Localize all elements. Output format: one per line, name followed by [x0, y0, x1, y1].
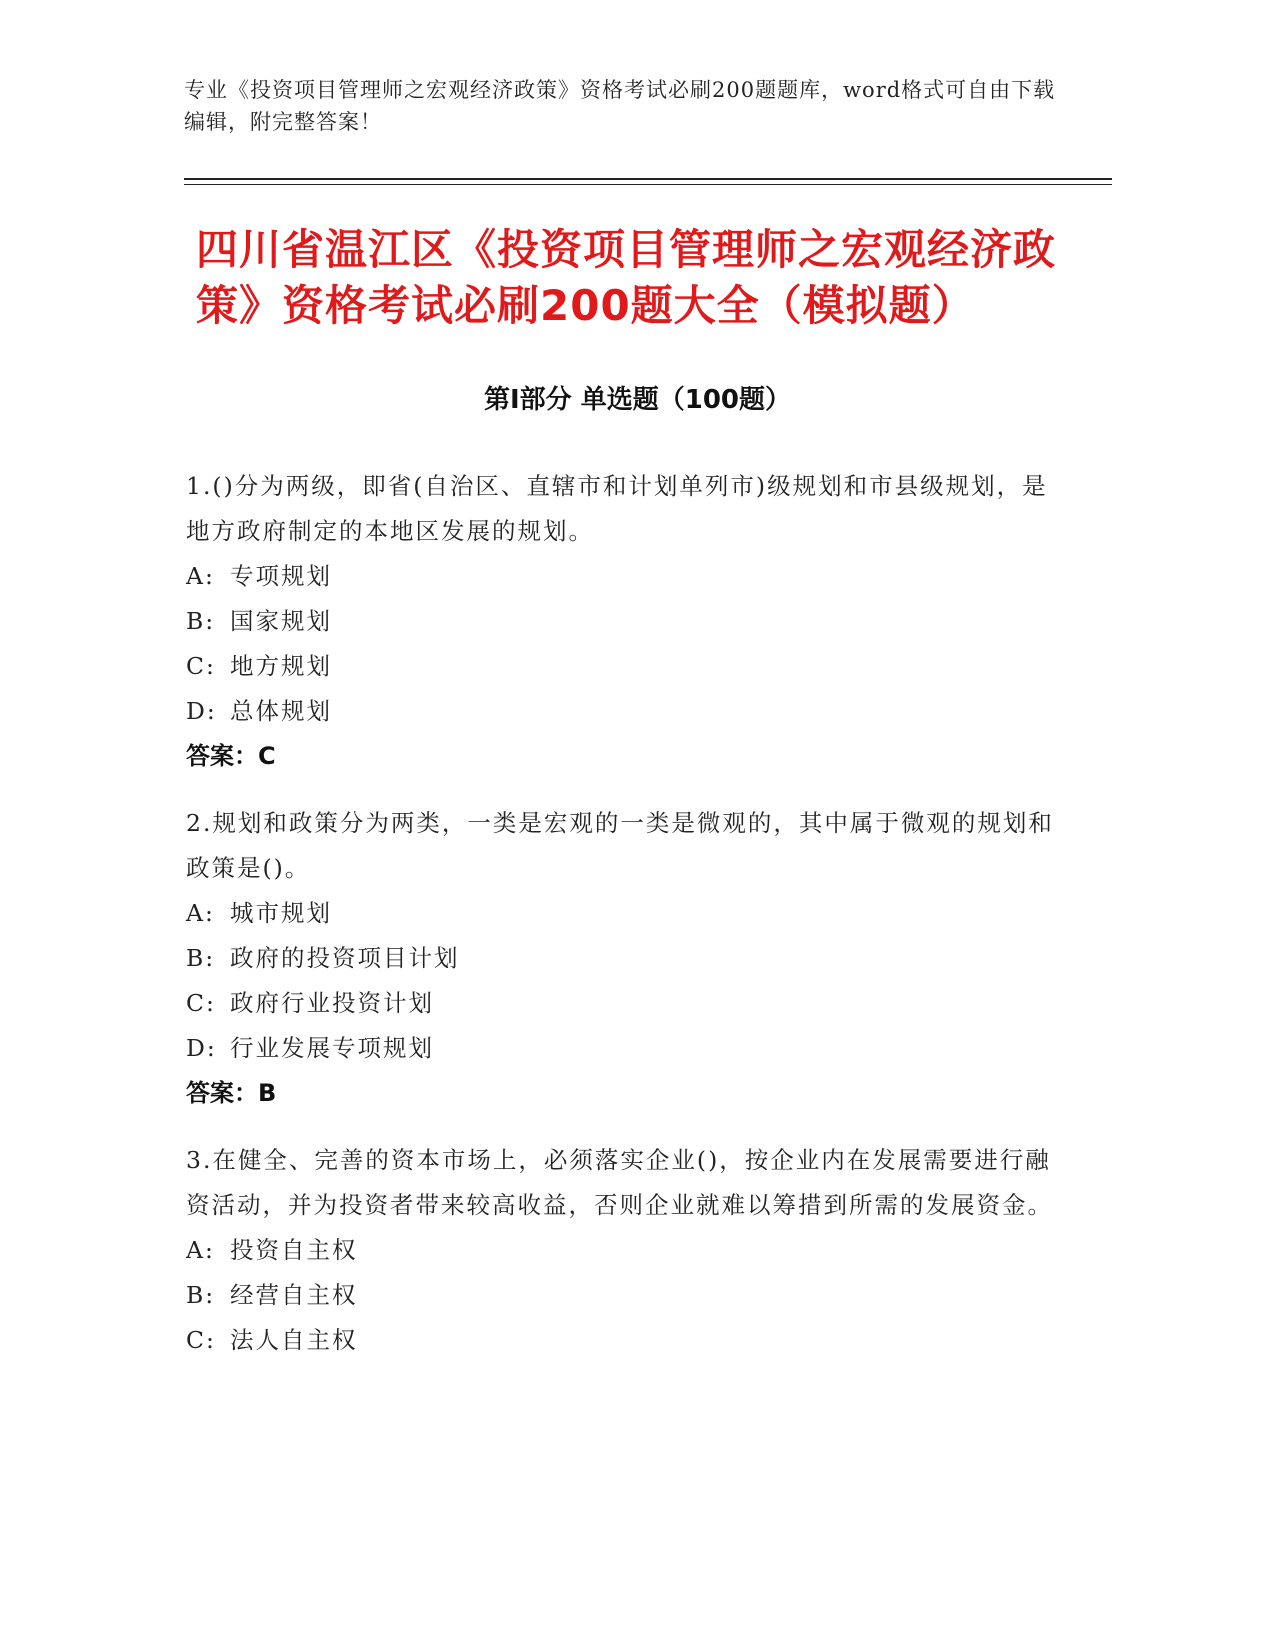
option-letter: C:: [186, 652, 216, 680]
option-a: [186, 1228, 1066, 1273]
option-letter: C:: [186, 1326, 216, 1354]
option-text: 城市规划: [230, 899, 332, 927]
option-letter: B:: [186, 1281, 216, 1309]
question-item: [186, 464, 1066, 779]
option-b: [186, 599, 1066, 644]
document-title: 四川省温江区《投资项目管理师之宏观经济政策》资格考试必刷200题大全（模拟题）: [196, 225, 1057, 330]
option-d: [186, 689, 1066, 734]
option-c: [186, 981, 1066, 1026]
option-c: [186, 644, 1066, 689]
option-text: 政府行业投资计划: [230, 989, 434, 1017]
option-b: [186, 936, 1066, 981]
option-letter: A:: [186, 1236, 215, 1264]
option-text: 经营自主权: [230, 1281, 358, 1309]
option-text: 投资自主权: [230, 1236, 358, 1264]
section-heading: 第Ⅰ部分 单选题（100题）: [484, 385, 791, 415]
option-c: [186, 1318, 1066, 1363]
option-text: 专项规划: [230, 562, 332, 590]
option-a: [186, 554, 1066, 599]
option-letter: D:: [186, 1034, 217, 1062]
answer-label: 答案：B: [186, 1079, 277, 1107]
question-text: 2.规划和政策分为两类，一类是宏观的一类是微观的，其中属于微观的规划和政策是()。: [186, 809, 1054, 882]
option-letter: B:: [186, 607, 216, 635]
question-item: [186, 801, 1066, 1116]
option-text: 地方规划: [230, 652, 332, 680]
option-d: [186, 1026, 1066, 1071]
option-text: 行业发展专项规划: [230, 1034, 434, 1062]
header-divider-thin: [184, 184, 1112, 185]
question-item: [186, 1138, 1066, 1363]
option-letter: A:: [186, 562, 215, 590]
option-text: 总体规划: [230, 697, 332, 725]
option-letter: A:: [186, 899, 215, 927]
option-a: [186, 891, 1066, 936]
header-divider-thick: [184, 178, 1112, 180]
question-list: [186, 464, 1066, 1385]
intro-text: 专业《投资项目管理师之宏观经济政策》资格考试必刷200题题库，word格式可自由下载编辑，附完整答案！: [184, 78, 1056, 134]
option-letter: C:: [186, 989, 216, 1017]
question-text: 1.()分为两级，即省(自治区、直辖市和计划单列市)级规划和市县级规划，是地方政府制定的本地区发展的规划。: [186, 472, 1048, 545]
option-letter: B:: [186, 944, 216, 972]
option-letter: D:: [186, 697, 217, 725]
option-text: 政府的投资项目计划: [230, 944, 460, 972]
option-text: 法人自主权: [230, 1326, 358, 1354]
question-text: 3.在健全、完善的资本市场上，必须落实企业()，按企业内在发展需要进行融资活动，并为投资者带来较高收益，否则企业就难以筹措到所需的发展资金。: [186, 1146, 1053, 1219]
option-b: [186, 1273, 1066, 1318]
option-text: 国家规划: [230, 607, 332, 635]
answer-label: 答案：C: [186, 742, 276, 770]
